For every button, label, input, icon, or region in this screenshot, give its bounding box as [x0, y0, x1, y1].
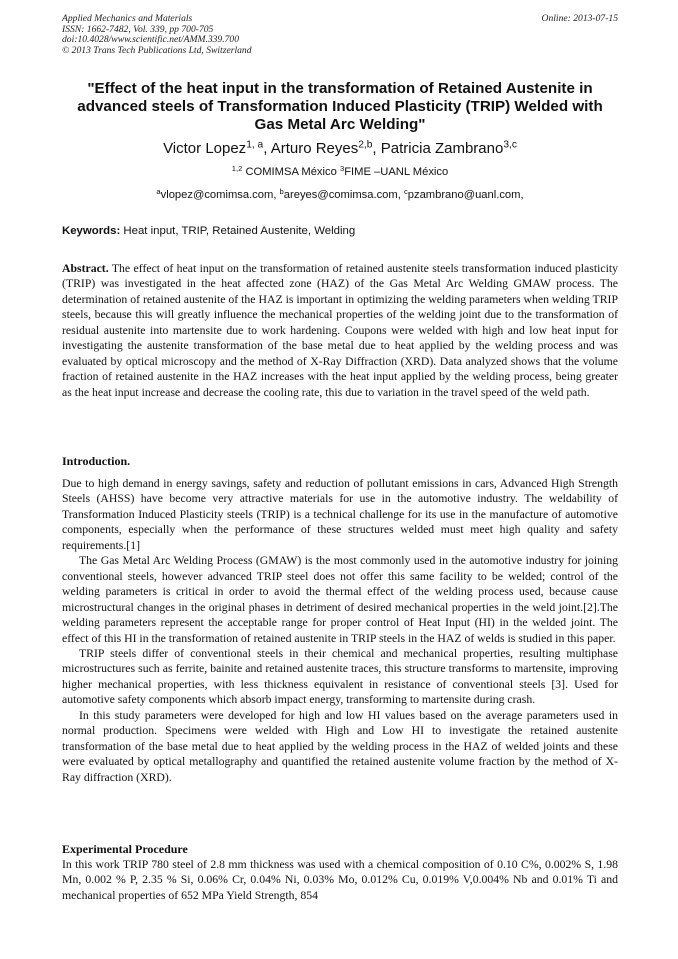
email-mark: c: [403, 186, 408, 196]
journal-copyright: © 2013 Trans Tech Publications Ltd, Switzerland: [62, 44, 252, 56]
author-emails: [62, 188, 618, 202]
online-date: Online: 2013-07-15: [541, 13, 618, 24]
author-name: Arturo Reyes: [270, 140, 359, 157]
author-affiliation-mark: 2,b: [358, 139, 373, 151]
author-list: Victor Lopez$^{1, a}$, Arturo Reyes$^{2,b}$, Patricia Zambrano$^{3,c}$: [163, 139, 517, 157]
paper-title: "Effect of the heat input in the transformation of Retained Austenite in advanced steels of Transformation Induced Plasticity (TRIP) Welded with Gas Metal Arc Welding": [77, 80, 603, 134]
experimental-heading: Experimental Procedure: [62, 842, 188, 856]
journal-doi: doi:10.4028/www.scientific.net/AMM.339.700: [62, 34, 240, 46]
abstract-label: Abstract.: [62, 262, 109, 275]
abstract-text: The effect of heat input on the transformation of retained austenite steels transformation induced plasticity (TRIP) was investigated in the heat affected zone (HAZ) of the Gas Metal Arc Welding GMAW process. The determination of retained austenite of the HAZ is important in optimizing the welding parameters when welding TRIP steels, because this will greatly influence the mechanical properties of the welding joint due to the transformation of residual austenite into martensite due to work hardening. Coupons were welded with high and low heat input for investigating the austenite transformation of the base metal due to heat applied by the welding process and was evaluated by optical microscopy and the method of X-Ray Diffraction (XRD). Data analyzed shows that the volume fraction of retained austenite in the HAZ increases with the heat input applied by the welding process, being greater as the heat input increase and decrease the cooling rate, this due to variation in the travel speed of the weld path.: [62, 262, 618, 399]
author-affiliation-mark: 1, a: [246, 139, 264, 151]
email: areyes@comimsa.com,: [283, 189, 401, 201]
email-mark: b: [279, 186, 284, 196]
paragraph: Due to high demand in energy savings, safety and reduction of pollutant emissions in cars, Advanced High Strength Steels (AHSS) have become very attractive materials for use in the automotive industry. The weldability of Transformation Induced Plasticity steels (TRIP) is a technical challenge for its use in the manufacture of automotive components, especially when the performance of these structures welded must meet high quality and safety requirements.[1]: [62, 477, 618, 552]
affiliation: COMIMSA México: [245, 166, 337, 178]
affiliation-mark: 3: [339, 163, 345, 173]
email-mark: a: [156, 186, 161, 196]
introduction-body: [62, 476, 618, 785]
abstract: [62, 261, 618, 400]
paragraph: In this study parameters were developed for high and low HI values based on the average parameters used in normal production. Specimens were welded with High and Low HI to investigate the retained austenite transformation of the base metal due to heat applied by the welding process in the HAZ of welded joints and these were evaluated by optical metallography and quantified the retained austenite volume fraction by the method of X-Ray diffraction (XRD).: [62, 708, 618, 784]
keywords-label: Keywords:: [62, 225, 121, 237]
email: vlopez@comimsa.com,: [160, 189, 277, 201]
email: pzambrano@uanl.com,: [407, 189, 524, 201]
affiliations: [62, 165, 618, 179]
author-name: Victor Lopez: [163, 140, 247, 157]
affiliation: FIME –UANL México: [344, 166, 449, 178]
paragraph: The Gas Metal Arc Welding Process (GMAW) is the most commonly used in the automotive industry for joining conventional steels, however advanced TRIP steel does not offer this same facility to be welded; control of the welding parameters is critical in order to avoid the thermal effect of the welding process used, because cause microstructural changes in the original phases in detriment of desired mechanical properties in the weld joint.[2].The welding parameters represent the acceptable range for proper control of Heat Input (HI) in the welded joint. The effect of this HI in the transformation of retained austenite in TRIP steels in the HAZ of welds is studied in this paper.: [62, 554, 618, 645]
paragraph: TRIP steels differ of conventional steels in their chemical and mechanical properties, resulting multiphase microstructures such as ferrite, bainite and retained austenite traces, this structure transforms to martensite, improving higher mechanical properties, with less thickness equivalent in resistance of conventional steels [3]. Used for automotive safety components which absorb impact energy, transforming to martensite during crash.: [62, 646, 618, 707]
paragraph: In this work TRIP 780 steel of 2.8 mm thickness was used with a chemical composition of 0.10 C%, 0.002% S, 1.98 Mn, 0.002 % P, 2.35 % Si, 0.06% Cr, 0.04% Ni, 0.03% Mo, 0.012% Cu, 0.019% V,0.004% Nb and 0.01% Ti and mechanical properties of 652 MPa Yield Strength, 854: [62, 858, 618, 902]
keywords-text: Heat input, TRIP, Retained Austenite, Welding: [123, 225, 356, 237]
journal-issn: ISSN: 1662-7482, Vol. 339, pp 700-705: [62, 23, 214, 35]
journal-name: Applied Mechanics and Materials: [62, 13, 193, 24]
keywords: [62, 224, 618, 238]
introduction-heading: Introduction.: [62, 454, 131, 468]
journal-header: [62, 14, 618, 56]
affiliation-mark: 1,2: [231, 163, 243, 173]
author-affiliation-mark: 3,c: [503, 139, 517, 151]
author-name: Patricia Zambrano: [380, 140, 504, 157]
experimental-body: [62, 857, 618, 903]
